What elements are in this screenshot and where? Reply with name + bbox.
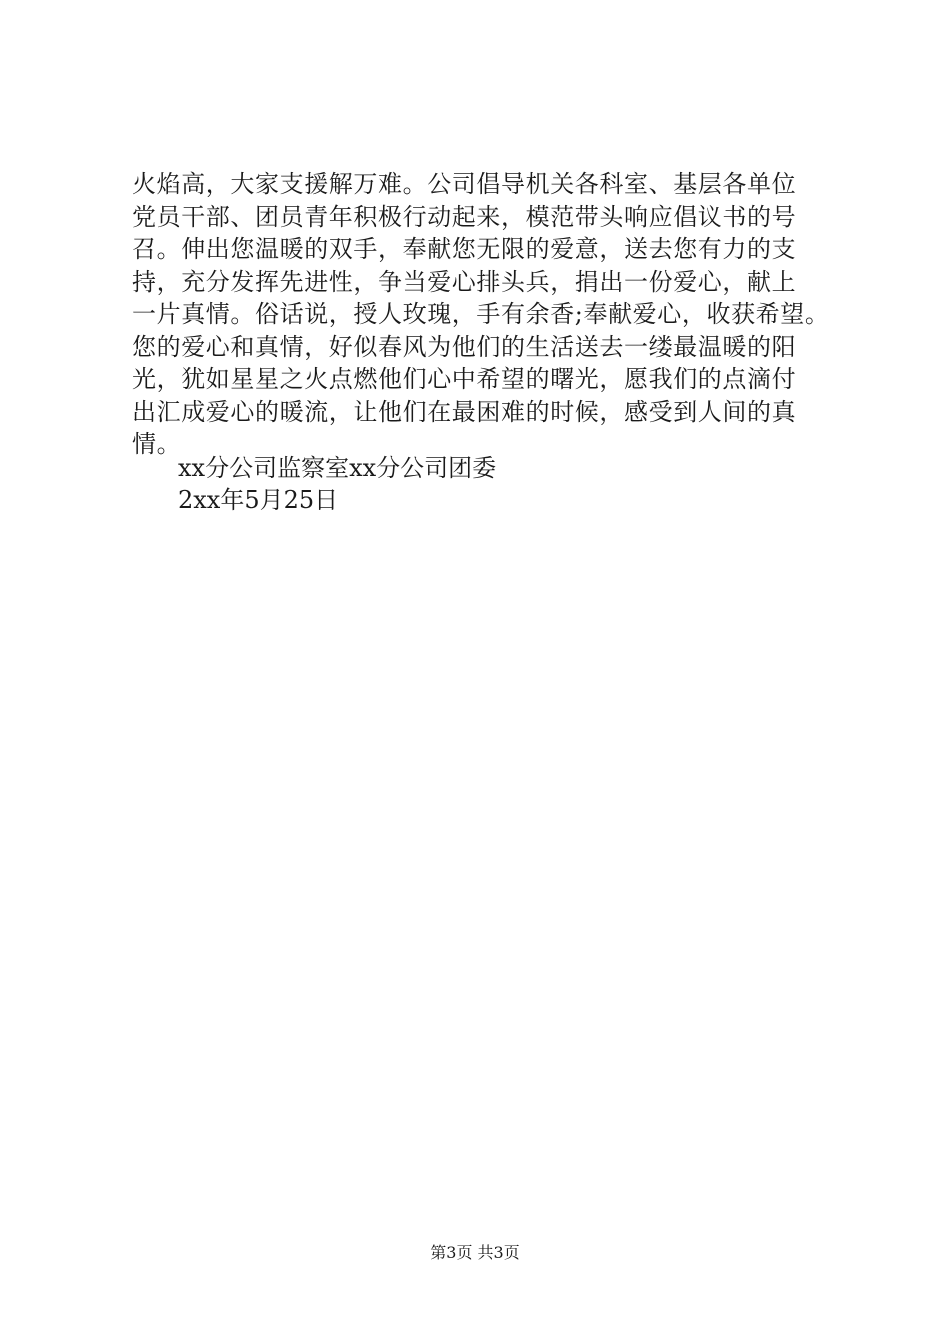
body-paragraph: [132, 168, 844, 461]
signature-organizations: xx分公司监察室xx分公司团委: [178, 454, 497, 482]
signature-block: [178, 452, 496, 516]
page-number-footer: 第3页 共3页: [430, 1243, 520, 1262]
paragraph-line: 出汇成爱心的暖流，让他们在最困难的时候，感受到人间的真: [132, 397, 797, 426]
paragraph-line: 党员干部、团员青年积极行动起来，模范带头响应倡议书的号: [132, 202, 797, 231]
paragraph-line: 召。伸出您温暖的双手，奉献您无限的爱意，送去您有力的支: [132, 235, 797, 263]
paragraph-line: 持，充分发挥先进性，争当爱心排头兵，捐出一份爱心，献上: [132, 267, 797, 296]
signature-date: 2xx年5月25日: [178, 486, 339, 514]
paragraph-line: 您的爱心和真情，好似春风为他们的生活送去一缕最温暖的阳: [132, 332, 797, 361]
paragraph-line: 情。: [132, 430, 182, 458]
paragraph-line: 火焰高，大家支援解万难。公司倡导机关各科室、基层各单位: [132, 170, 797, 198]
paragraph-line: 光，犹如星星之火点燃他们心中希望的曙光，愿我们的点滴付: [132, 365, 797, 393]
paragraph-line: 一片真情。俗话说，授人玫瑰，手有余香;奉献爱心，收获希望。: [132, 300, 830, 328]
